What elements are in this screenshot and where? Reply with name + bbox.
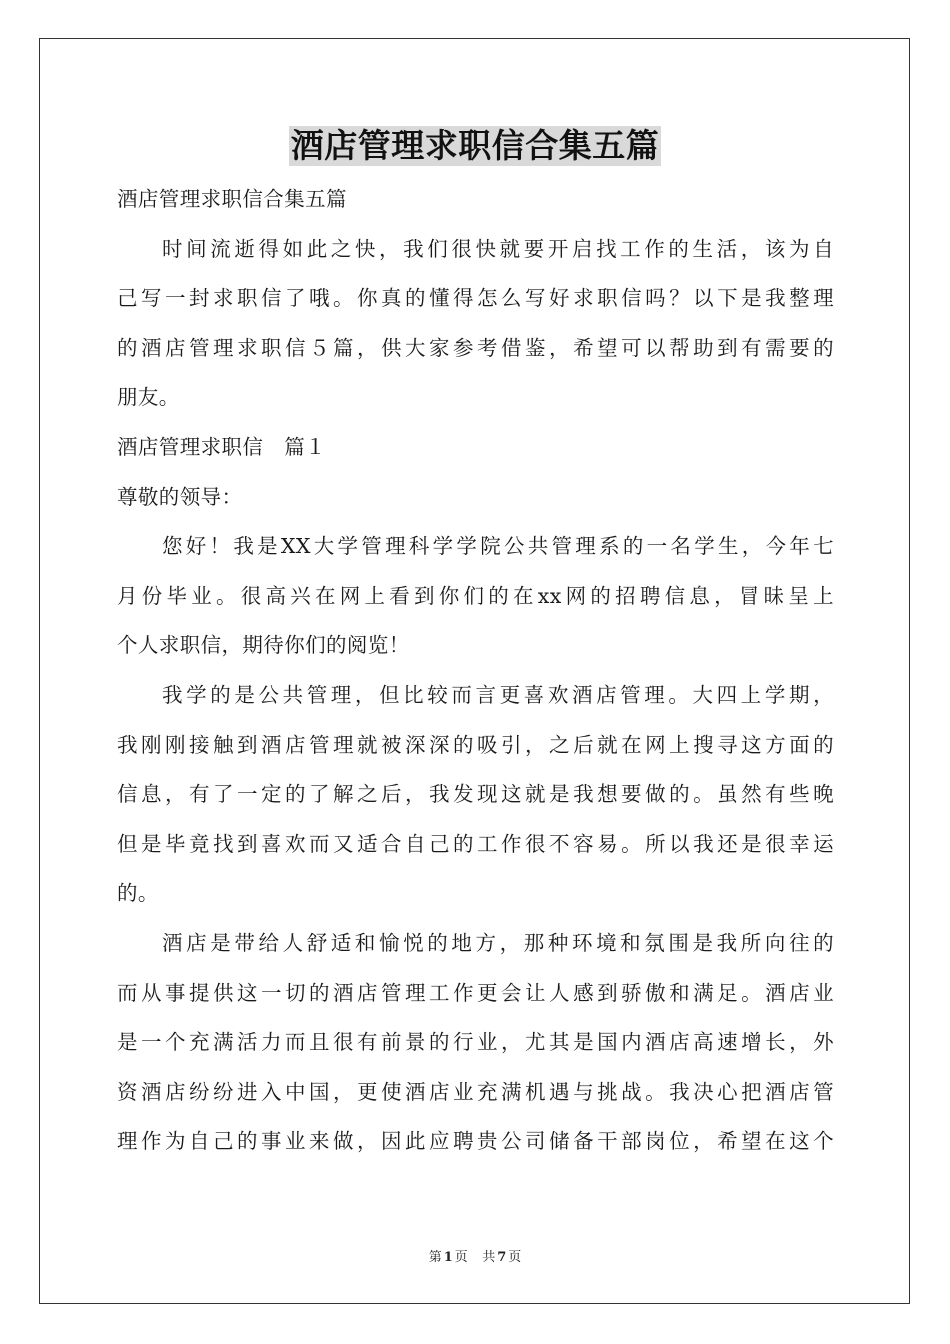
text-line: 但是毕竟找到喜欢而又适合自己的工作很不容易。所以我还是很幸运 — [117, 831, 834, 856]
title-container — [0, 126, 950, 166]
footer-page-prefix: 第 — [428, 1250, 442, 1265]
text-line: 我学的是公共管理，但比较而言更喜欢酒店管理。大四上学期， — [162, 682, 834, 707]
text-line: 的酒店管理求职信５篇，供大家参考借鉴，希望可以帮助到有需要的 — [117, 335, 834, 360]
text-line: 月份毕业。很高兴在网上看到你们的在xx网的招聘信息，冒昧呈上 — [117, 583, 834, 608]
text-line: 酒店是带给人舒适和愉悦的地方，那种环境和氛围是我所向往的 — [162, 930, 834, 955]
footer-page-suffix: 页 — [454, 1250, 468, 1265]
text-line: 时间流逝得如此之快，我们很快就要开启找工作的生活，该为自 — [162, 236, 834, 261]
text-line: 资酒店纷纷进入中国，更使酒店业充满机遇与挑战。我决心把酒店管 — [117, 1079, 834, 1104]
text-line: 是一个充满活力而且很有前景的行业，尤其是国内酒店高速增长，外 — [117, 1030, 834, 1055]
text-line: 己写一封求职信了哦。你真的懂得怎么写好求职信吗？以下是我整理 — [117, 286, 834, 311]
footer-page-number: 1 — [443, 1250, 453, 1265]
text-line: 的。 — [117, 881, 159, 906]
text-line: 信息，有了一定的了解之后，我发现这就是我想要做的。虽然有些晚 — [117, 782, 834, 807]
text-line: 理作为自己的事业来做，因此应聘贵公司储备干部岗位，希望在这个 — [117, 1129, 834, 1154]
footer-total-suffix: 页 — [508, 1250, 522, 1265]
text-line: 您好！我是XX大学管理科学学院公共管理系的一名学生，今年七 — [162, 534, 834, 559]
text-line: 尊敬的领导： — [117, 484, 243, 509]
footer-total-prefix: 共 — [482, 1250, 496, 1265]
text-line: 酒店管理求职信 篇１ — [117, 434, 326, 459]
page-footer — [0, 1246, 950, 1265]
text-line: 我刚刚接触到酒店管理就被深深的吸引，之后就在网上搜寻这方面的 — [117, 732, 834, 757]
document-title: 酒店管理求职信合集五篇 — [290, 126, 660, 165]
text-line: 个人求职信，期待你们的阅览！ — [117, 633, 410, 658]
document-body — [117, 175, 834, 1167]
text-line: 酒店管理求职信合集五篇 — [117, 187, 347, 211]
text-line: 而从事提供这一切的酒店管理工作更会让人感到骄傲和满足。酒店业 — [117, 980, 834, 1005]
footer-total-pages: 7 — [497, 1250, 507, 1265]
text-line: 朋友。 — [117, 385, 180, 410]
